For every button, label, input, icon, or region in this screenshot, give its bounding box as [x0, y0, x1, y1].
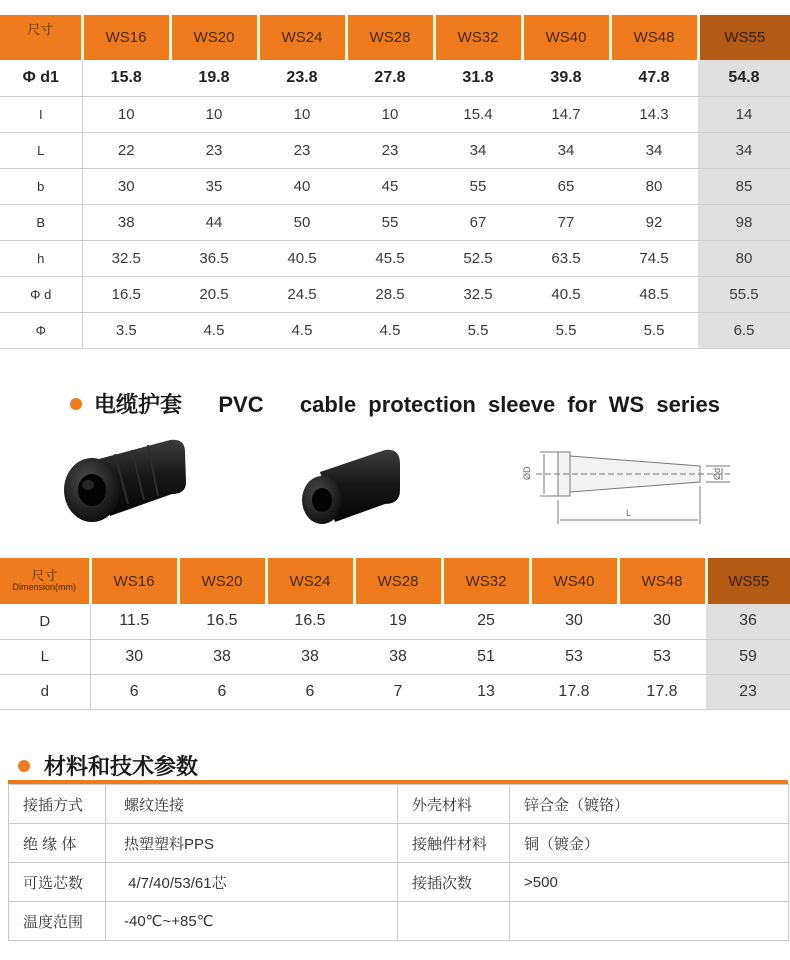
table-cell: 32.5 — [434, 276, 522, 312]
table-cell: 98 — [698, 204, 790, 240]
table-cell: 28.5 — [346, 276, 434, 312]
table-cell: 55.5 — [698, 276, 790, 312]
sleeve-header-label-text: 尺寸 — [31, 567, 58, 583]
table-cell: 38 — [82, 204, 170, 240]
table-cell: 45.5 — [346, 240, 434, 276]
table-cell: 34 — [434, 132, 522, 168]
table-cell: 53 — [618, 639, 706, 674]
table-cell: 4.5 — [170, 312, 258, 348]
table-cell: 48.5 — [610, 276, 698, 312]
sleeve-header-sublabel: Dimension(mm) — [12, 582, 76, 593]
model-header: WS55 — [706, 558, 790, 604]
table-cell: 19.8 — [170, 60, 258, 96]
table-cell: 16.5 — [82, 276, 170, 312]
table-cell: 36 — [706, 604, 790, 639]
table-cell: 59 — [706, 639, 790, 674]
table-cell: 5.5 — [522, 312, 610, 348]
table-cell: 7 — [354, 674, 442, 709]
row-label: b — [0, 168, 82, 204]
table-row — [9, 785, 789, 824]
row-label: D — [0, 604, 90, 639]
table-cell: 23 — [346, 132, 434, 168]
spec-header-row — [0, 15, 790, 60]
table-row — [9, 902, 789, 941]
model-header: WS48 — [618, 558, 706, 604]
table-cell: 30 — [618, 604, 706, 639]
model-header: WS20 — [170, 15, 258, 60]
materials-section-title — [18, 750, 198, 781]
table-cell: 40 — [258, 168, 346, 204]
model-header: WS24 — [266, 558, 354, 604]
table-cell: 6 — [90, 674, 178, 709]
table-cell: 30 — [90, 639, 178, 674]
spec-table — [0, 15, 790, 349]
table-cell: 3.5 — [82, 312, 170, 348]
table-cell: 52.5 — [434, 240, 522, 276]
model-header: WS20 — [178, 558, 266, 604]
table-row — [0, 240, 790, 276]
table-cell: 23 — [258, 132, 346, 168]
sleeve-table — [0, 558, 790, 710]
table-cell: 11.5 — [90, 604, 178, 639]
row-label: B — [0, 204, 82, 240]
table-cell: 20.5 — [170, 276, 258, 312]
table-cell: 67 — [434, 204, 522, 240]
table-cell: 80 — [610, 168, 698, 204]
table-cell: 74.5 — [610, 240, 698, 276]
materials-title-text: 材料和技术参数 — [44, 754, 199, 779]
sleeve-dimension-drawing — [536, 452, 730, 524]
table-cell: 24.5 — [258, 276, 346, 312]
table-cell: 10 — [170, 96, 258, 132]
sleeve-title-text: 电缆护套 PVC cable protection sleeve for WS series — [94, 392, 720, 417]
table-cell: 23.8 — [258, 60, 346, 96]
param-name: 接插方式 — [9, 785, 106, 824]
row-label: h — [0, 240, 82, 276]
table-cell: 22 — [82, 132, 170, 168]
row-label: Φ d1 — [0, 60, 82, 96]
table-cell: 80 — [698, 240, 790, 276]
table-cell: 45 — [346, 168, 434, 204]
table-cell: 77 — [522, 204, 610, 240]
table-cell: 14.3 — [610, 96, 698, 132]
param-value: 螺纹连接 — [106, 785, 398, 824]
param-name: 温度范围 — [9, 902, 106, 941]
table-cell: 10 — [346, 96, 434, 132]
table-cell: 36.5 — [170, 240, 258, 276]
table-cell: 51 — [442, 639, 530, 674]
table-cell: 85 — [698, 168, 790, 204]
table-cell: 27.8 — [346, 60, 434, 96]
param-name: 绝 缘 体 — [9, 824, 106, 863]
sleeve-images — [0, 430, 790, 550]
table-cell: 15.8 — [82, 60, 170, 96]
param-value: >500 — [510, 863, 789, 902]
drawing-label-L: L — [626, 508, 632, 518]
model-header: WS24 — [258, 15, 346, 60]
row-label: L — [0, 639, 90, 674]
param-name: 可选芯数 — [9, 863, 106, 902]
table-cell: 38 — [354, 639, 442, 674]
table-cell: 50 — [258, 204, 346, 240]
param-name: 外壳材料 — [398, 785, 510, 824]
table-cell: 15.4 — [434, 96, 522, 132]
table-cell: 55 — [346, 204, 434, 240]
table-cell: 4.5 — [258, 312, 346, 348]
table-cell: 14 — [698, 96, 790, 132]
table-row — [0, 312, 790, 348]
table-cell: 23 — [706, 674, 790, 709]
model-header: WS32 — [434, 15, 522, 60]
table-row — [0, 168, 790, 204]
table-cell: 34 — [698, 132, 790, 168]
param-name: 接触件材料 — [398, 824, 510, 863]
table-row — [0, 276, 790, 312]
table-row — [0, 132, 790, 168]
table-cell: 30 — [82, 168, 170, 204]
table-cell: 34 — [610, 132, 698, 168]
row-label: d — [0, 674, 90, 709]
model-header: WS28 — [346, 15, 434, 60]
table-cell: 40.5 — [522, 276, 610, 312]
table-cell: 92 — [610, 204, 698, 240]
model-header: WS32 — [442, 558, 530, 604]
table-cell: 6 — [266, 674, 354, 709]
table-row — [9, 824, 789, 863]
table-cell: 30 — [530, 604, 618, 639]
model-header: WS16 — [90, 558, 178, 604]
table-cell: 31.8 — [434, 60, 522, 96]
table-row — [0, 60, 790, 96]
table-cell: 34 — [522, 132, 610, 168]
row-label: Φ — [0, 312, 82, 348]
table-cell: 44 — [170, 204, 258, 240]
row-label: L — [0, 132, 82, 168]
spec-table-body — [0, 60, 790, 348]
table-cell: 54.8 — [698, 60, 790, 96]
param-name: 接插次数 — [398, 863, 510, 902]
table-cell: 40.5 — [258, 240, 346, 276]
table-cell: 6.5 — [698, 312, 790, 348]
table-row — [0, 96, 790, 132]
param-name — [398, 902, 510, 941]
table-cell: 6 — [178, 674, 266, 709]
table-cell: 17.8 — [530, 674, 618, 709]
table-cell: 47.8 — [610, 60, 698, 96]
model-header: WS48 — [610, 15, 698, 60]
sleeve-photo-small — [302, 450, 400, 524]
param-value: 4/7/40/53/61芯 — [106, 863, 398, 902]
table-row — [9, 863, 789, 902]
table-row — [0, 204, 790, 240]
table-cell: 14.7 — [522, 96, 610, 132]
param-value: 锌合金（镀铬） — [510, 785, 789, 824]
table-cell: 39.8 — [522, 60, 610, 96]
param-value — [510, 902, 789, 941]
sleeve-header-label — [0, 558, 90, 604]
table-cell: 38 — [266, 639, 354, 674]
table-cell: 5.5 — [610, 312, 698, 348]
materials-table — [8, 784, 789, 941]
model-header: WS16 — [82, 15, 170, 60]
bullet-dot-icon — [18, 760, 30, 772]
table-cell: 38 — [178, 639, 266, 674]
model-header: WS40 — [530, 558, 618, 604]
table-cell: 65 — [522, 168, 610, 204]
param-value: 热塑塑料PPS — [106, 824, 398, 863]
bullet-dot-icon — [70, 398, 82, 410]
table-cell: 4.5 — [346, 312, 434, 348]
sleeve-header-row — [0, 558, 790, 604]
table-cell: 19 — [354, 604, 442, 639]
table-cell: 53 — [530, 639, 618, 674]
spec-header-label: 尺寸 — [0, 15, 82, 60]
model-header: WS40 — [522, 15, 610, 60]
table-cell: 5.5 — [434, 312, 522, 348]
sleeve-illustration — [0, 430, 790, 550]
row-label: Φ d — [0, 276, 82, 312]
table-cell: 10 — [258, 96, 346, 132]
table-cell: 10 — [82, 96, 170, 132]
table-row — [0, 604, 790, 639]
table-cell: 32.5 — [82, 240, 170, 276]
table-row — [0, 674, 790, 709]
model-header: WS55 — [698, 15, 790, 60]
model-header: WS28 — [354, 558, 442, 604]
table-cell: 17.8 — [618, 674, 706, 709]
drawing-label-d: Ød — [712, 467, 722, 480]
table-cell: 16.5 — [178, 604, 266, 639]
table-cell: 23 — [170, 132, 258, 168]
sleeve-photo-large — [64, 440, 186, 522]
table-cell: 16.5 — [266, 604, 354, 639]
table-cell: 13 — [442, 674, 530, 709]
table-cell: 63.5 — [522, 240, 610, 276]
sleeve-table-body — [0, 604, 790, 709]
table-cell: 55 — [434, 168, 522, 204]
table-row — [0, 639, 790, 674]
sleeve-section-title — [0, 388, 790, 419]
table-cell: 35 — [170, 168, 258, 204]
drawing-label-D: ØD — [522, 466, 532, 480]
param-value: -40℃~+85℃ — [106, 902, 398, 941]
table-cell: 25 — [442, 604, 530, 639]
param-value: 铜（镀金） — [510, 824, 789, 863]
row-label: I — [0, 96, 82, 132]
